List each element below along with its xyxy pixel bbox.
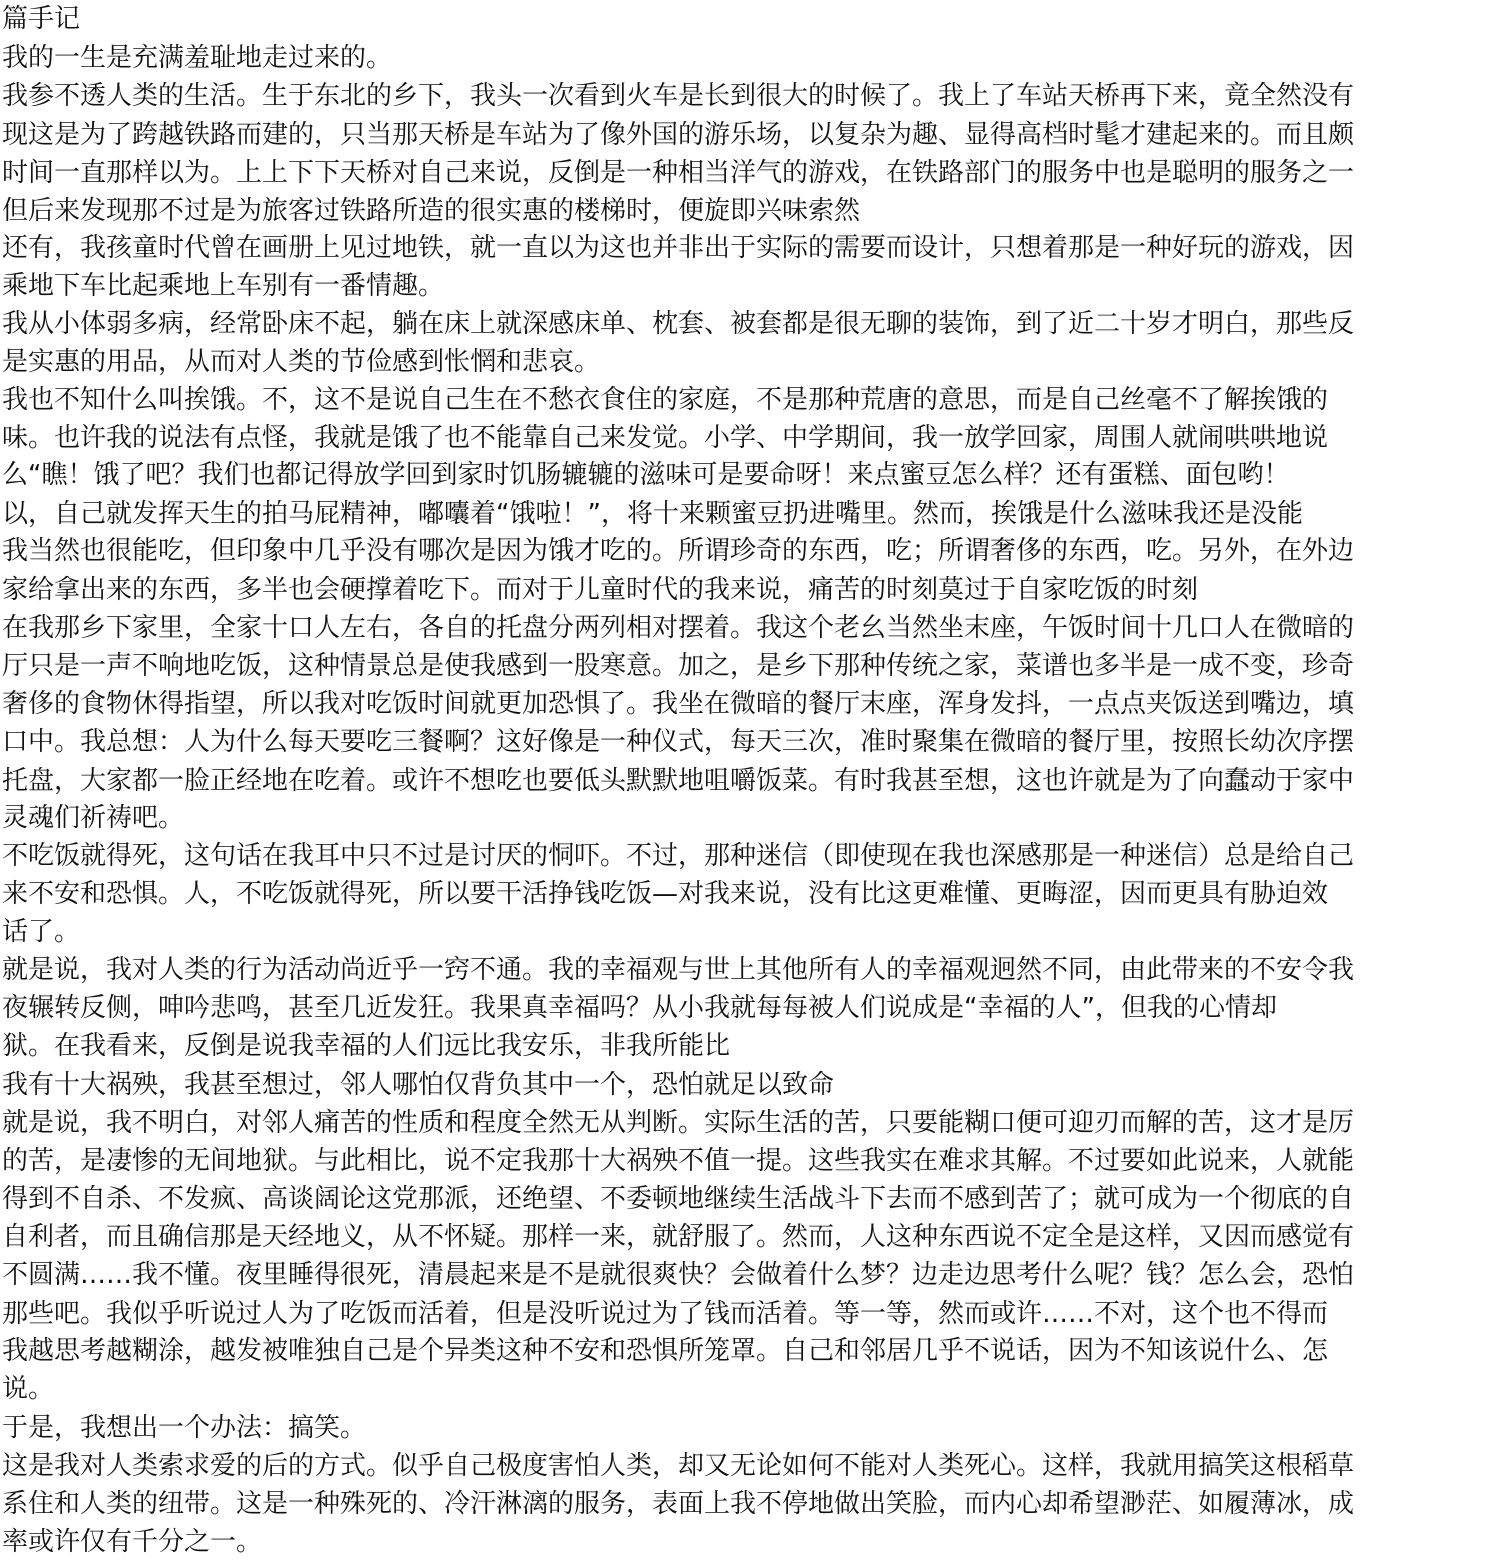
text-line: 厅只是一声不响地吃饭，这种情景总是使我感到一股寒意。加之，是乡下那种传统之家，菜谱也多半是一成不变，珍奇 [2,651,1355,681]
text-line: 现这是为了跨越铁路而建的，只当那天桥是车站为了像外国的游乐场，以复杂为趣、显得高档时髦才建起来的。而且颇 [2,120,1355,150]
text-line: 不圆满……我不懂。夜里睡得很死，清晨起来是不是就很爽快？会做着什么梦？边走边思考什么呢？钱？怎么会，恐怕 [2,1260,1355,1290]
text-line: 在我那乡下家里，全家十口人左右，各自的托盘分两列相对摆着。我这个老幺当然坐末座，午饭时间十几口人在微暗的 [2,613,1355,643]
text-line: 我从小体弱多病，经常卧床不起，躺在床上就深感床单、枕套、被套都是很无聊的装饰，到了近二十岁才明白，那些反 [2,309,1355,339]
text-line: 说。 [2,1374,55,1404]
text-line: 我当然也很能吃，但印象中几乎没有哪次是因为饿才吃的。所谓珍奇的东西，吃；所谓奢侈的东西，吃。另外，在外边 [2,536,1355,566]
text-line: 以，自己就发挥天生的拍马屁精神，嘟囔着“饿啦！”，将十来颗蜜豆扔进嘴里。然而，挨饿是什么滋味我还是没能 [2,499,1303,529]
text-line: 我也不知什么叫挨饿。不，这不是说自己生在不愁衣食住的家庭，不是那种荒唐的意思，而是自己丝毫不了解挨饿的 [2,385,1329,415]
text-line: 灵魂们祈祷吧。 [2,803,185,833]
text-line: 就是说，我不明白，对邻人痛苦的性质和程度全然无从判断。实际生活的苦，只要能糊口便可迎刃而解的苦，这才是厉 [2,1108,1355,1138]
text-line: 我越思考越糊涂，越发被唯独自己是个异类这种不安和恐惧所笼罩。自己和邻居几乎不说话，因为不知该说什么、怎 [2,1336,1329,1366]
text-line: 的苦，是凄惨的无间地狱。与此相比，说不定我那十大祸殃不值一提。这些我实在难求其解。不过要如此说来，人就能 [2,1146,1355,1176]
text-line: 夜辗转反侧，呻吟悲鸣，甚至几近发狂。我果真幸福吗？从小我就每每被人们说成是“幸福的人”，但我的心情却 [2,993,1277,1023]
text-line: 味。也许我的说法有点怪，我就是饿了也不能靠自己来发觉。小学、中学期间，我一放学回家，周围人就闹哄哄地说 [2,423,1329,453]
text-line: 是实惠的用品，从而对人类的节俭感到怅惘和悲哀。 [2,347,601,377]
text-line: 我有十大祸殃，我甚至想过，邻人哪怕仅背负其中一个，恐怕就足以致命 [2,1070,835,1100]
text-line: 于是，我想出一个办法：搞笑。 [2,1413,367,1443]
text-line: 我参不透人类的生活。生于东北的乡下，我头一次看到火车是长到很大的时候了。我上了车站天桥再下来，竟全然没有 [2,81,1355,111]
text-line: 还有，我孩童时代曾在画册上见过地铁，就一直以为这也并非出于实际的需要而设计，只想着那是一种好玩的游戏，因 [2,233,1355,263]
text-line: 狱。在我看来，反倒是说我幸福的人们远比我安乐，非我所能比 [2,1031,731,1061]
text-line: 率或许仅有千分之一。 [2,1527,263,1557]
text-line: 托盘，大家都一脸正经地在吃着。或许不想吃也要低头默默地咀嚼饭菜。有时我甚至想，这也许就是为了向蠢动于家中 [2,766,1355,796]
text-line: 奢侈的食物休得指望，所以我对吃饭时间就更加恐惧了。我坐在微暗的餐厅末座，浑身发抖，一点点夹饭送到嘴边，填 [2,689,1355,719]
text-line: 乘地下车比起乘地上车别有一番情趣。 [2,271,445,301]
text-line: 来不安和恐惧。人，不吃饭就得死，所以要干活挣钱吃饭—对我来说，没有比这更难懂、更晦涩，因而更具有胁迫效 [2,879,1329,909]
text-line: 但后来发现那不过是为旅客过铁路所造的很实惠的楼梯时，便旋即兴味索然 [2,196,861,226]
text-line: 话了。 [2,917,81,947]
text-line: 我的一生是充满羞耻地走过来的。 [2,43,393,73]
text-line: 系住和人类的纽带。这是一种殊死的、冷汗淋漓的服务，表面上我不停地做出笑脸，而内心却希望渺茫、如履薄冰，成 [2,1489,1355,1519]
text-line: 得到不自杀、不发疯、高谈阔论这党那派，还绝望、不委顿地继续生活战斗下去而不感到苦了；就可成为一个彻底的自 [2,1184,1355,1214]
text-line: 那些吧。我似乎听说过人为了吃饭而活着，但是没听说过为了钱而活着。等一等，然而或许……不对，这个也不得而 [2,1299,1329,1329]
text-line: 就是说，我对人类的行为活动尚近乎一窍不通。我的幸福观与世上其他所有人的幸福观迥然不同，由此带来的不安令我 [2,955,1355,985]
text-line: 家给拿出来的东西，多半也会硬撑着吃下。而对于儿童时代的我来说，痛苦的时刻莫过于自家吃饭的时刻 [2,575,1199,605]
text-line: 不吃饭就得死，这句话在我耳中只不过是讨厌的恫吓。不过，那种迷信（即使现在我也深感那是一种迷信）总是给自己 [2,841,1355,871]
text-line: 口中。我总想：人为什么每天要吃三餐啊？这好像是一种仪式，每天三次，准时聚集在微暗的餐厅里，按照长幼次序摆 [2,727,1355,757]
text-line: 篇手记 [2,4,81,34]
text-line: 自利者，而且确信那是天经地义，从不怀疑。那样一来，就舒服了。然而，人这种东西说不定全是这样，又因而感觉有 [2,1222,1355,1252]
text-line: 么“瞧！饿了吧？我们也都记得放学回到家时饥肠辘辘的滋味可是要命呀！来点蜜豆怎么样？还有蛋糕、面包哟！ [2,460,1290,490]
text-line: 时间一直那样以为。上上下下天桥对自己来说，反倒是一种相当洋气的游戏，在铁路部门的服务中也是聪明的服务之一 [2,158,1355,188]
text-line: 这是我对人类索求爱的后的方式。似乎自己极度害怕人类，却又无论如何不能对人类死心。这样，我就用搞笑这根稻草 [2,1451,1355,1481]
